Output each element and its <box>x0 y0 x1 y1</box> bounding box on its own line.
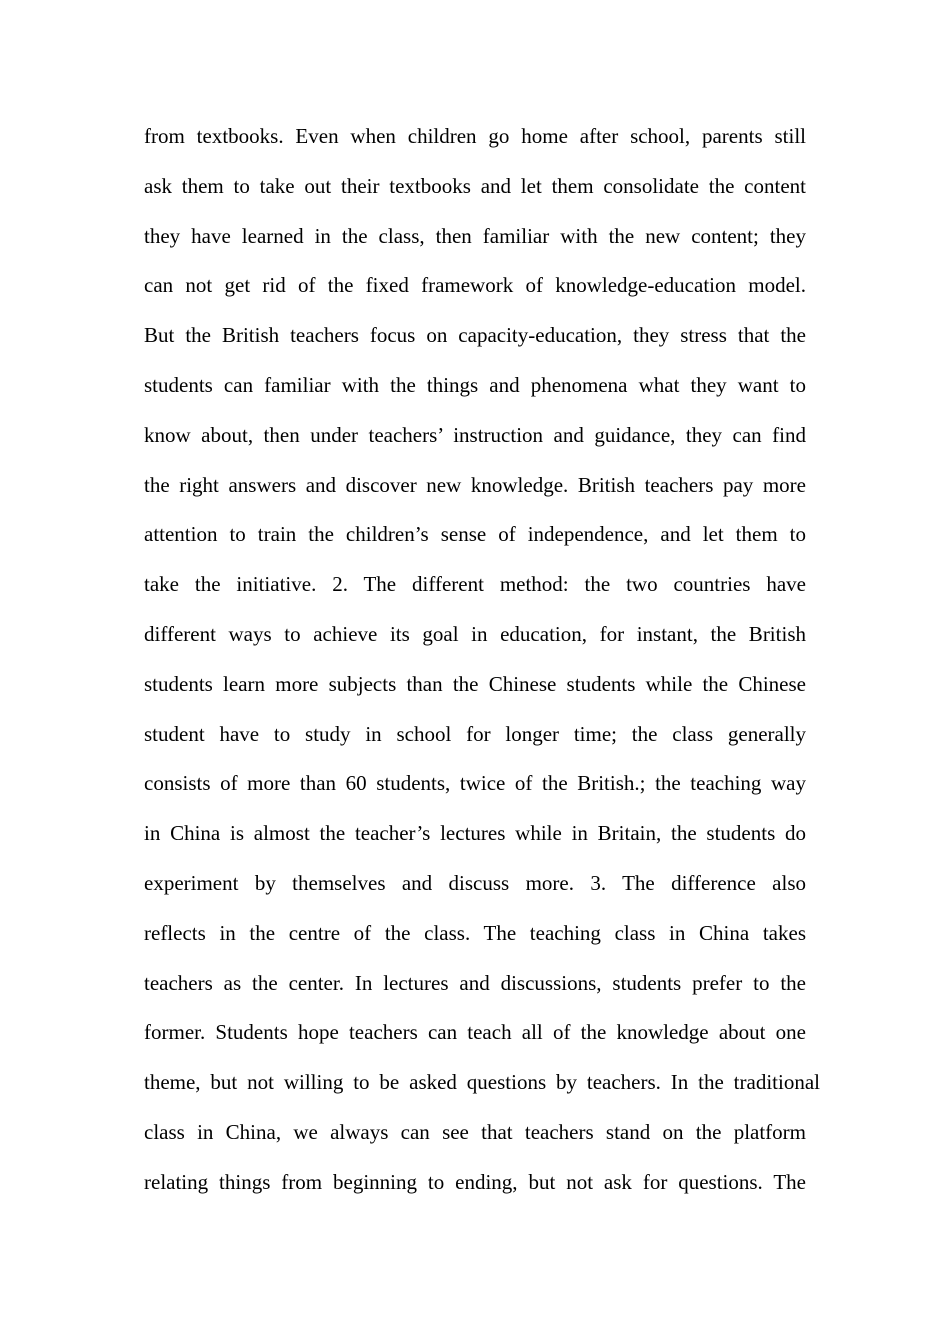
text-line: But the British teachers focus on capacity-education, they stress that the <box>144 323 806 348</box>
text-line: reflects in the centre of the class. The teaching class in China takes <box>144 920 806 945</box>
text-line: class in China, we always can see that teachers stand on the platform <box>144 1119 806 1144</box>
text-line: consists of more than 60 students, twice of the British.; the teaching way <box>144 771 806 796</box>
text-line: teachers as the center. In lectures and discussions, students prefer to the <box>144 970 806 995</box>
body-text <box>144 119 820 1215</box>
text-line: take the initiative. 2. The different method: the two countries have <box>144 572 806 597</box>
text-line: can not get rid of the fixed framework of knowledge-education model. <box>144 273 806 298</box>
text-line: from textbooks. Even when children go home after school, parents still <box>144 124 806 148</box>
text-line: in China is almost the teacher’s lectures while in Britain, the students do <box>144 821 806 846</box>
text-line: former. Students hope teachers can teach all of the knowledge about one <box>144 1020 806 1045</box>
text-line: students learn more subjects than the Chinese students while the Chinese <box>144 671 806 696</box>
text-line: they have learned in the class, then familiar with the new content; they <box>144 223 806 248</box>
text-line: student have to study in school for longer time; the class generally <box>144 721 806 746</box>
text-line: relating things from beginning to ending, but not ask for questions. The <box>144 1169 806 1194</box>
text-line: attention to train the children’s sense of independence, and let them to <box>144 522 806 547</box>
text-line: ask them to take out their textbooks and let them consolidate the content <box>144 173 806 198</box>
text-line: experiment by themselves and discuss more. 3. The difference also <box>144 870 806 895</box>
text-line: different ways to achieve its goal in education, for instant, the British <box>144 621 806 646</box>
text-line: students can familiar with the things and phenomena what they want to <box>144 372 806 397</box>
text-line: know about, then under teachers’ instruction and guidance, they can find <box>144 422 806 447</box>
text-line: theme, but not willing to be asked questions by teachers. In the traditional <box>144 1070 820 1095</box>
text-line: the right answers and discover new knowledge. British teachers pay more <box>144 472 806 497</box>
